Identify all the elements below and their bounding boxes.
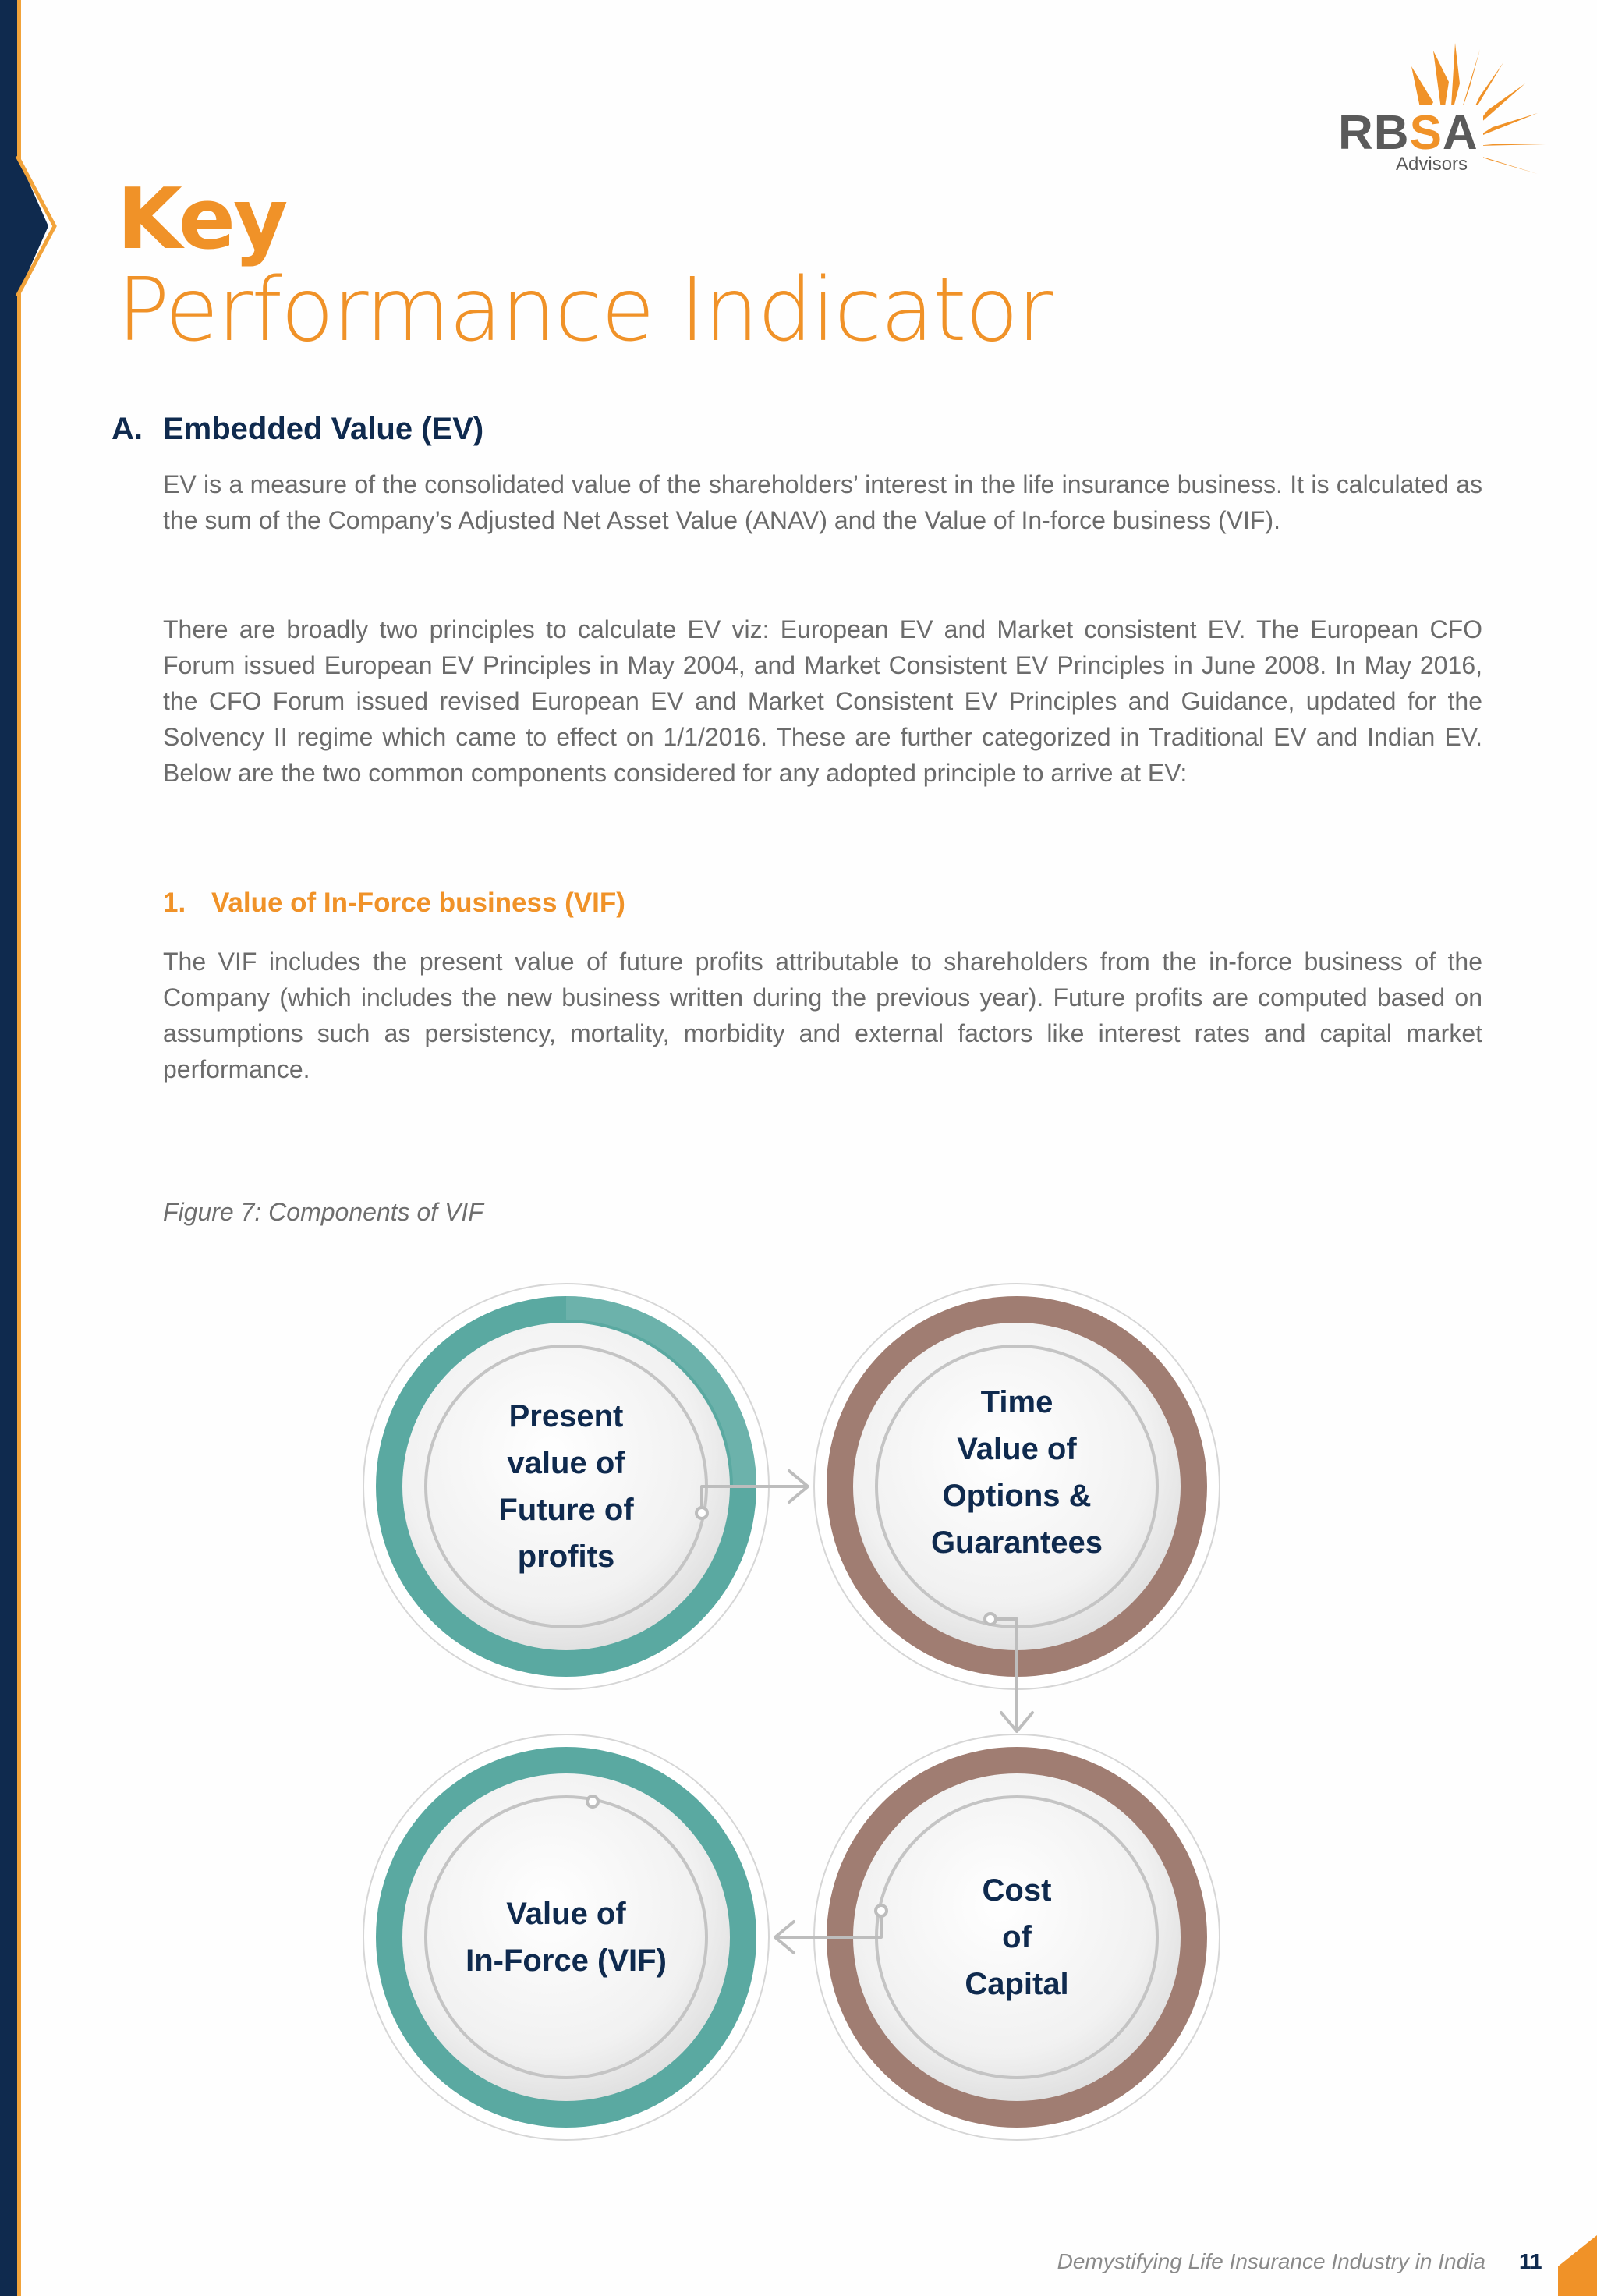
rbsa-logo	[1338, 35, 1560, 183]
section-number: A.	[112, 412, 143, 446]
vif-components-diagram	[343, 1263, 1240, 2160]
node-label-time-value: Time Value of Options & Guarantees	[930, 1385, 1103, 1560]
vif-paragraph: The VIF includes the present value of future profits attributable to shareholders from the in-force business of the Company (which includes the new business written during the previous year). Future profits are computed based on assumptions such as persistency, mortality, morbidity and external factors like interest rates and capital market performance.	[163, 948, 1482, 1083]
logo-subtitle: Advisors	[1396, 154, 1468, 175]
ev-definition-paragraph: EV is a measure of the consolidated value of the shareholders’ interest in the life insurance business. It is calculated as the sum of the Company’s Adjusted Net Asset Value (ANAV) and the Value of In-force business (VIF).	[163, 470, 1482, 534]
section-title: Embedded Value (EV)	[163, 412, 484, 446]
subsection-title: Value of In-Force business (VIF)	[211, 888, 625, 918]
chevron-marker-icon	[0, 156, 70, 296]
page-number: 11	[1519, 2249, 1542, 2273]
subsection-number: 1.	[163, 888, 186, 918]
section-heading	[112, 412, 483, 447]
node-label-present-value: Present value of Future of profits	[498, 1399, 634, 1574]
page-title-main: Performance Indicator	[117, 260, 1052, 361]
left-accent-line	[17, 0, 21, 2296]
node-label-vif: Value of In-Force (VIF)	[466, 1897, 667, 1978]
subsection-heading	[163, 888, 625, 919]
footer-publication-title: Demystifying Life Insurance Industry in India	[1057, 2249, 1485, 2273]
node-label-cost-of-capital: Cost of Capital	[965, 1873, 1069, 2001]
left-spine-bar	[0, 0, 17, 2296]
corner-triangle-icon	[1558, 2235, 1597, 2296]
logo-wordmark: RBSA	[1338, 105, 1483, 161]
page-title-key: Key	[117, 171, 286, 268]
ev-principles-paragraph: There are broadly two principles to calculate EV viz: European EV and Market consistent EV. The European CFO Forum issued European EV Principles in May 2004, and Market Consistent EV Principles in June 2008. In May 2016, the CFO Forum issued revised European EV and Market Consistent EV Principles and Guidance, updated for the Solvency II regime which came to effect on 1/1/2016. These are further categorized in Traditional EV and Indian EV. Below are the two common components considered for any adopted principle to arrive at EV:	[163, 615, 1482, 787]
figure-caption: Figure 7: Components of VIF	[163, 1198, 483, 1226]
